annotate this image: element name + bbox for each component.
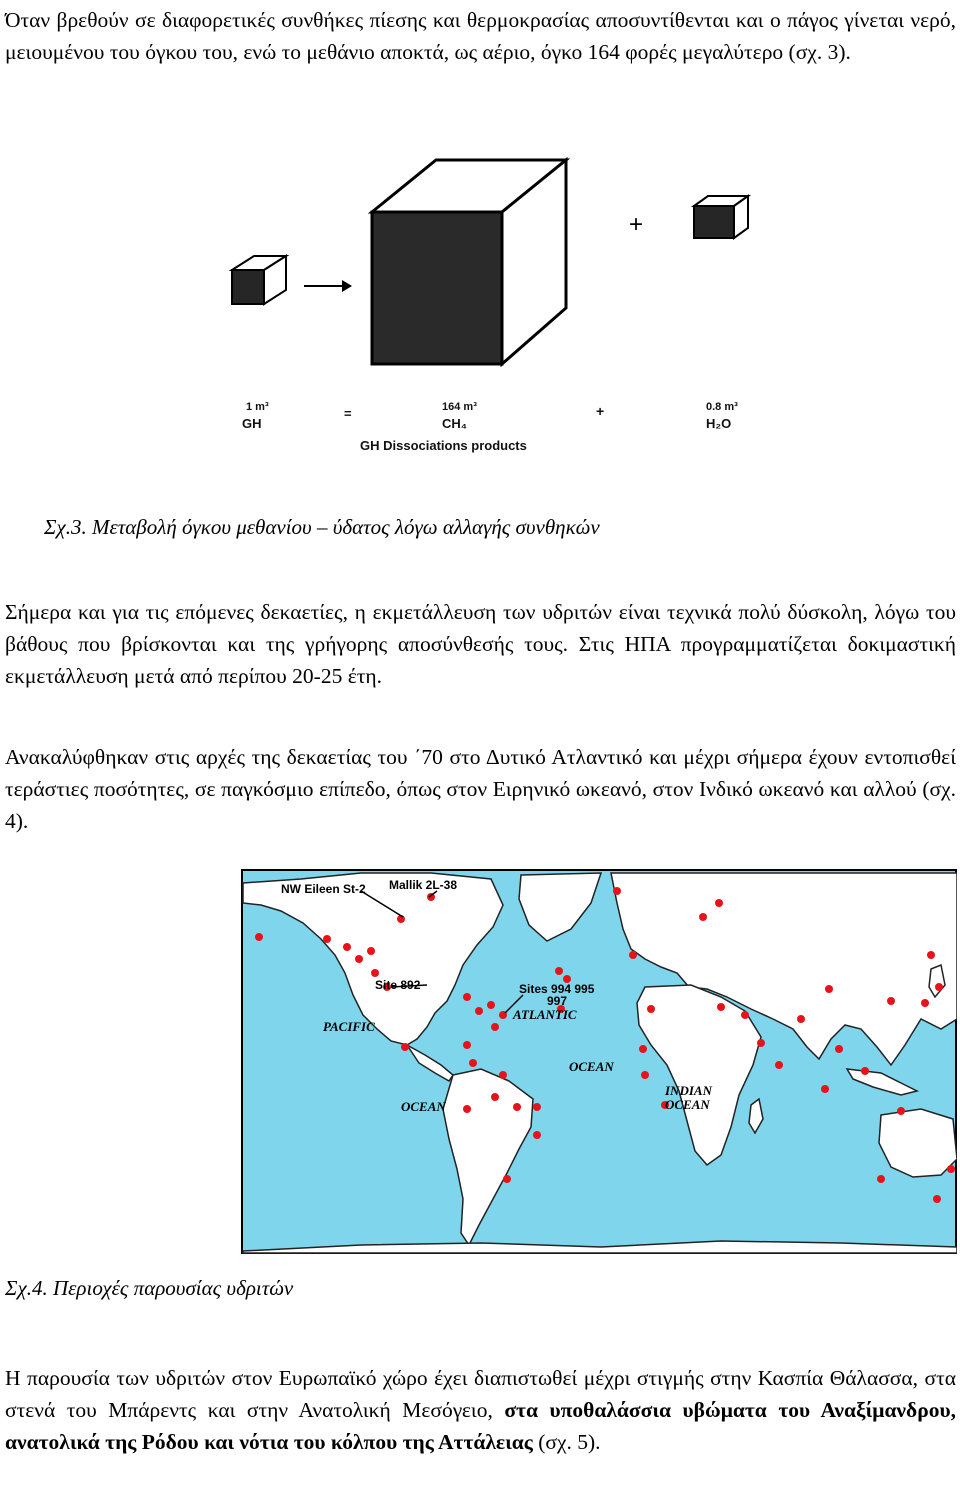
site-dot xyxy=(887,997,895,1005)
site-dot xyxy=(401,1043,409,1051)
site-dot xyxy=(491,1023,499,1031)
left-volume-label: 1 m³ xyxy=(246,401,269,413)
site-dot xyxy=(491,1093,499,1101)
site-dot xyxy=(877,1175,885,1183)
small-cube-left xyxy=(232,256,286,304)
figure-hydrate-map xyxy=(241,869,957,1254)
paragraph-discovery: Ανακαλύφθηκαν στις αρχές της δεκαετίας του ΄70 στο Δυτικό Ατλαντικό και μέχρι σήμερα έχουν εντοπισθεί τεράστιες ποσότητες, σε παγκόσμιο επίπεδο, όπως στον Ειρηνικό ωκεανό, στον Ινδικό ωκεανό και αλλού (σχ. 4). xyxy=(5,745,956,833)
site-dot xyxy=(921,999,929,1007)
label-mallik: Mallik 2L-38 xyxy=(389,878,458,892)
site-dot xyxy=(513,1103,521,1111)
site-dot xyxy=(835,1045,843,1053)
site-dot xyxy=(699,913,707,921)
label-atlantic-ocean: OCEAN xyxy=(569,1059,614,1074)
site-dot xyxy=(647,1005,655,1013)
label-site-997: 997 xyxy=(547,994,568,1008)
site-dot xyxy=(503,1175,511,1183)
label-pacific-ocean: OCEAN xyxy=(401,1099,446,1114)
site-dot xyxy=(469,1059,477,1067)
site-dot xyxy=(463,993,471,1001)
site-dot xyxy=(935,983,943,991)
right-formula-label: H₂O xyxy=(706,416,732,431)
middle-formula-label: CH₄ xyxy=(442,416,467,431)
site-dot xyxy=(933,1195,941,1203)
site-dot xyxy=(463,1105,471,1113)
plus-sign-bottom: + xyxy=(596,403,605,419)
site-dot xyxy=(629,951,637,959)
paragraph-europe-ref: (σχ. 5). xyxy=(532,1430,601,1454)
caption-figure-3: Σχ.3. Μεταβολή όγκου μεθανίου – ύδατος λόγω αλλαγής συνθηκών xyxy=(44,515,600,539)
label-indian-ocean: OCEAN xyxy=(665,1097,710,1112)
site-dot xyxy=(355,955,363,963)
site-dot xyxy=(255,933,263,941)
small-cube-right xyxy=(694,196,748,238)
site-dot xyxy=(533,1103,541,1111)
australia xyxy=(879,1109,957,1177)
label-pacific: PACIFIC xyxy=(323,1019,375,1034)
site-dot xyxy=(947,1165,955,1173)
middle-volume-label: 164 m³ xyxy=(442,401,477,413)
site-dot xyxy=(775,1061,783,1069)
paragraph-exploitation: Σήμερα και για τις επόμενες δεκαετίες, η εκμετάλλευση των υδριτών είναι τεχνικά πολύ δύσκολη, λόγω του βάθους που βρίσκονται και της γρήγορης αποσύνθεσής τους. Στις ΗΠΑ προγραμματίζεται δοκιμαστική εκμετάλλευση μετά από περίπου 20-25 έτη. xyxy=(5,600,956,688)
site-dot xyxy=(487,1001,495,1009)
paragraph-intro: Όταν βρεθούν σε διαφορετικές συνθήκες πίεσης και θερμοκρασίας αποσυντίθενται και ο πάγος γίνεται νερό, μειουμένου του όγκου του, ενώ το μεθάνιο αποκτά, ως αέριο, όγκο 164 φορές μεγαλύτερο (σχ. 3). xyxy=(5,8,956,64)
site-dot xyxy=(463,1041,471,1049)
large-cube xyxy=(372,160,566,364)
site-dot xyxy=(371,969,379,977)
label-indian: INDIAN xyxy=(665,1083,712,1098)
label-sites-994-995: Sites 994 995 xyxy=(519,982,595,996)
label-atlantic: ATLANTIC xyxy=(513,1007,577,1022)
paragraph-europe-text: Η παρουσία των υδριτών στον Ευρωπαϊκό χώρο έχει διαπιστωθεί μέχρι στιγμής στην Κασπία Θάλασσα, στα στενά του Μπάρεντς και στην Ανατολική Μεσόγειο, xyxy=(5,1366,956,1422)
site-dot xyxy=(897,1107,905,1115)
left-formula-label: GH xyxy=(242,416,262,431)
site-dot xyxy=(475,1007,483,1015)
label-nw-eileen: NW Eileen St-2 xyxy=(281,882,366,896)
site-dot xyxy=(641,1071,649,1079)
figure-title: GH Dissociations products xyxy=(360,438,527,453)
site-dot xyxy=(825,985,833,993)
equals-sign: = xyxy=(344,406,352,421)
paragraph-europe xyxy=(5,1362,956,1458)
site-dot xyxy=(343,943,351,951)
site-dot xyxy=(927,951,935,959)
paragraph-europe-bold: στα υποθαλάσσια υβώματα του Αναξίμανδρου, ανατολικά της Ρόδου και νότια του κόλπου της Αττάλειας xyxy=(5,1398,956,1454)
site-dot xyxy=(741,1011,749,1019)
site-dot xyxy=(613,887,621,895)
site-dot xyxy=(555,967,563,975)
site-dot xyxy=(717,1003,725,1011)
right-volume-label: 0.8 m³ xyxy=(706,401,738,413)
figure-volume-change xyxy=(196,140,764,470)
label-site-892: Site 892 xyxy=(375,978,421,992)
site-dot xyxy=(797,1015,805,1023)
site-dot xyxy=(715,899,723,907)
arrow-icon xyxy=(304,280,352,292)
caption-figure-4: Σχ.4. Περιοχές παρουσίας υδριτών xyxy=(5,1276,294,1300)
site-dot xyxy=(323,935,331,943)
site-dot xyxy=(757,1039,765,1047)
site-dot xyxy=(499,1071,507,1079)
plus-sign-top: + xyxy=(628,211,644,238)
site-dot xyxy=(821,1085,829,1093)
site-dot xyxy=(861,1067,869,1075)
site-dot xyxy=(639,1045,647,1053)
site-dot xyxy=(533,1131,541,1139)
site-dot xyxy=(367,947,375,955)
